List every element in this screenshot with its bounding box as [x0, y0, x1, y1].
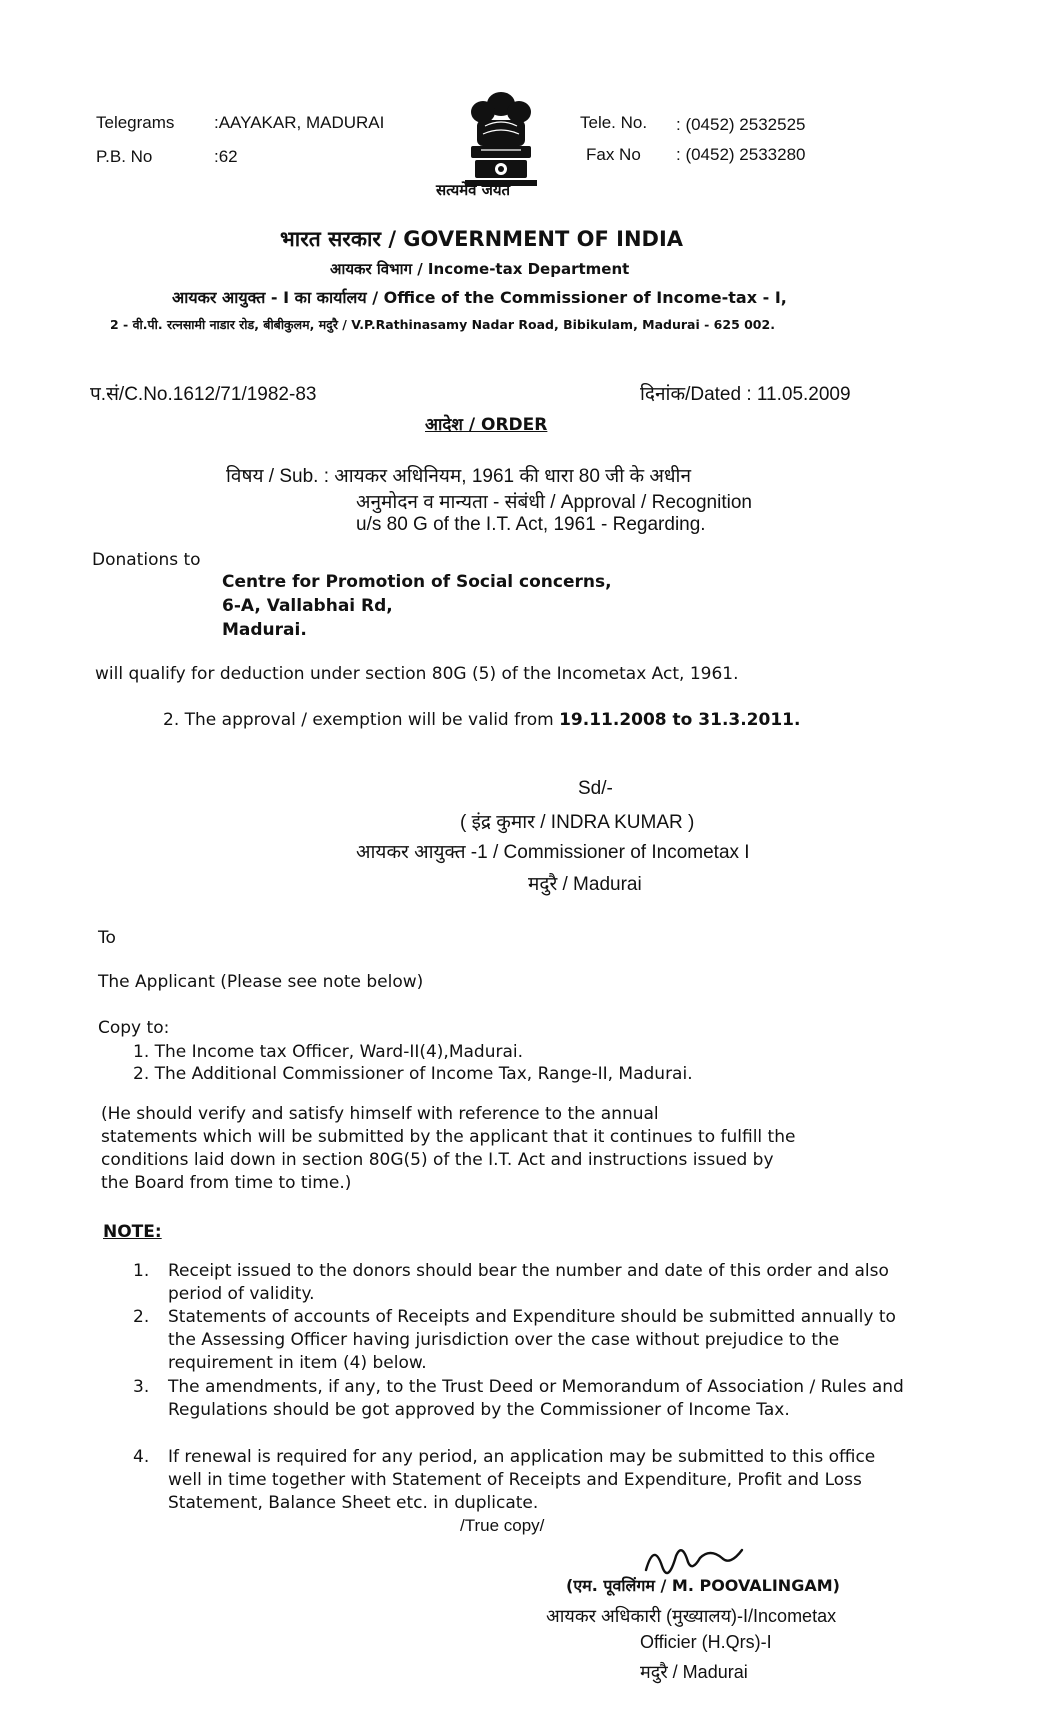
- note-text: The amendments, if any, to the Trust Deed or Memorandum of Association / Rules and Regulations should be got approved by the Commissioner of Income Tax.: [168, 1377, 904, 1420]
- donations-to: Donations to: [92, 550, 201, 570]
- validity-statement: [163, 710, 800, 730]
- to-label: To: [98, 928, 116, 948]
- note-number: 1.: [133, 1261, 150, 1281]
- org-name: Centre for Promotion of Social concerns,: [222, 572, 612, 592]
- qualify-statement: will qualify for deduction under section 80G (5) of the Incometax Act, 1961.: [95, 664, 739, 684]
- telegrams-label: Telegrams: [96, 113, 175, 132]
- dated: दिनांक/Dated : 11.05.2009: [640, 384, 851, 405]
- note-heading: NOTE:: [103, 1222, 162, 1242]
- office-address: 2 - वी.पी. रत्नसामी नाडार रोड, बीबीकुलम, मदुरै / V.P.Rathinasamy Nadar Road, Bibikulam, Madurai - 625 002.: [110, 317, 775, 332]
- subject-line-3: u/s 80 G of the I.T. Act, 1961 - Regarding.: [356, 514, 706, 535]
- note-text: Receipt issued to the donors should bear the number and date of this order and also period of validity.: [168, 1261, 889, 1304]
- reference-number: प.सं/C.No.1612/71/1982-83: [90, 384, 317, 405]
- validity-prefix: 2. The approval / exemption will be valid from: [163, 710, 554, 730]
- signatory-designation: आयकर आयुक्त -1 / Commissioner of Incometax I: [356, 842, 750, 863]
- fax-value: : (0452) 2533280: [676, 145, 806, 164]
- org-address-1: 6-A, Vallabhai Rd,: [222, 596, 393, 616]
- dept-heading: आयकर विभाग / Income-tax Department: [330, 260, 630, 278]
- signatory-place: मदुरै / Madurai: [528, 874, 642, 895]
- tele-label: Tele. No.: [580, 113, 648, 132]
- verify-line-1: (He should verify and satisfy himself with reference to the annual: [101, 1104, 659, 1124]
- tele-value: : (0452) 2532525: [676, 115, 806, 134]
- signatory-name: ( इंद्र कुमार / INDRA KUMAR ): [460, 812, 695, 833]
- subject-line-2: अनुमोदन व मान्यता - संबंधी / Approval / Recognition: [356, 492, 752, 513]
- note-number: 3.: [133, 1377, 150, 1397]
- true-copy-place: मदुरै / Madurai: [640, 1662, 748, 1682]
- note-text: Statements of accounts of Receipts and Expenditure should be submitted annually to the Assessing Officer having jurisdiction over the case without prejudice to the requirement in item (4) below.: [168, 1307, 896, 1373]
- applicant: The Applicant (Please see note below): [98, 972, 424, 992]
- pb-value: :62: [214, 147, 238, 166]
- fax-label: Fax No: [586, 145, 641, 164]
- copy-item-2: 2. The Additional Commissioner of Income Tax, Range-II, Madurai.: [133, 1064, 693, 1084]
- sd-mark: Sd/-: [578, 778, 613, 799]
- telegrams-value: :AAYAKAR, MADURAI: [214, 113, 385, 132]
- govt-heading: भारत सरकार / GOVERNMENT OF INDIA: [280, 227, 684, 251]
- verify-line-2: statements which will be submitted by the applicant that it continues to fulfill the: [101, 1127, 796, 1147]
- pb-label: P.B. No: [96, 147, 153, 166]
- note-text: If renewal is required for any period, an application may be submitted to this office well in time together with Statement of Receipts and Expenditure, Profit and Loss Statement, Balance Sheet etc. in duplicate.: [168, 1447, 876, 1513]
- copy-item-1: 1. The Income tax Officer, Ward-II(4),Madurai.: [133, 1042, 524, 1062]
- subject-line-1: विषय / Sub. : आयकर अधिनियम, 1961 की धारा 80 जी के अधीन: [226, 466, 692, 487]
- motto: सत्यमेव जयते: [436, 181, 511, 199]
- note-number: 2.: [133, 1307, 150, 1327]
- verify-line-3: conditions laid down in section 80G(5) of the I.T. Act and instructions issued by: [101, 1150, 774, 1170]
- true-copy-designation-1: आयकर अधिकारी (मुख्यालय)-I/Incometax: [546, 1606, 837, 1626]
- validity-dates: 19.11.2008 to 31.3.2011.: [559, 710, 801, 730]
- true-copy-name: (एम. पूवलिंगम / M. POOVALINGAM): [566, 1576, 840, 1595]
- org-address-2: Madurai.: [222, 620, 307, 640]
- copy-to-label: Copy to:: [98, 1018, 170, 1038]
- note-number: 4.: [133, 1447, 150, 1467]
- order-title: आदेश / ORDER: [425, 415, 548, 435]
- verify-line-4: the Board from time to time.): [101, 1173, 352, 1193]
- true-copy-designation-2: Officier (H.Qrs)-I: [640, 1632, 772, 1652]
- true-copy-label: /True copy/: [460, 1516, 545, 1535]
- office-heading: आयकर आयुक्त - I का कार्यालय / Office of the Commissioner of Income-tax - I,: [172, 288, 787, 307]
